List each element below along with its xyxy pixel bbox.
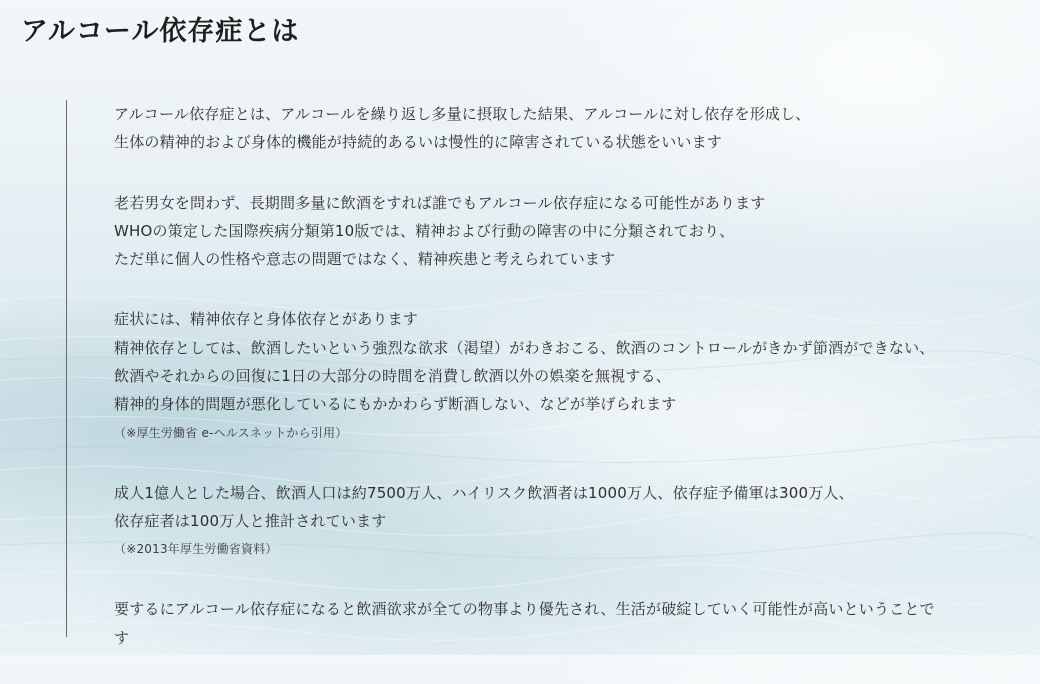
paragraph-symptoms	[114, 305, 1014, 446]
text-line: 成人1億人とした場合、飲酒人口は約7500万人、ハイリスク飲酒者は1000万人、依存症予備軍は300万人、	[114, 483, 854, 502]
text-line: 精神依存としては、飲酒したいという強烈な欲求（渇望）がわきおこる、飲酒のコントロールがきかず節酒ができない、	[114, 338, 935, 357]
article-body	[114, 100, 1014, 684]
text-line: ただ単に個人の性格や意志の問題ではなく、精神疾患と考えられています	[114, 250, 616, 269]
text-line: す	[114, 628, 130, 647]
text-line: 老若男女を問わず、長期間多量に飲酒をすれば誰でもアルコール依存症になる可能性があります	[114, 193, 766, 212]
text-line: 症状には、精神依存と身体依存とがあります	[114, 310, 419, 329]
page-title: アルコール依存症とは	[21, 16, 300, 47]
source-note: （※厚生労働省 e-ヘルスネットから引用）	[114, 425, 348, 440]
text-line: 精神的身体的問題が悪化しているにもかかわらず断酒しない、などが挙げられます	[114, 395, 677, 414]
source-note: （※2013年厚生労働省資料）	[114, 542, 278, 557]
paragraph-who-classification	[114, 189, 1014, 274]
paragraph-summary	[114, 595, 1014, 652]
text-line: 要するにアルコール依存症になると飲酒欲求が全ての物事より優先され、生活が破綻していく可能性が高いということで	[114, 600, 935, 619]
text-line: 依存症者は100万人と推計されています	[114, 511, 387, 530]
paragraph-statistics	[114, 479, 1014, 564]
vertical-divider	[66, 100, 67, 637]
paragraph-definition	[114, 100, 1014, 157]
text-line: WHOの策定した国際疾病分類第10版では、精神および行動の障害の中に分類されており、	[114, 221, 735, 240]
text-line: アルコール依存症とは、アルコールを繰り返し多量に摂取した結果、アルコールに対し依存を形成し、	[114, 105, 811, 123]
text-line: 飲酒やそれからの回復に1日の大部分の時間を消費し飲酒以外の娯楽を無視する、	[114, 367, 671, 386]
text-line: 生体の精神的および身体的機能が持続的あるいは慢性的に障害されている状態をいいます	[114, 133, 723, 152]
